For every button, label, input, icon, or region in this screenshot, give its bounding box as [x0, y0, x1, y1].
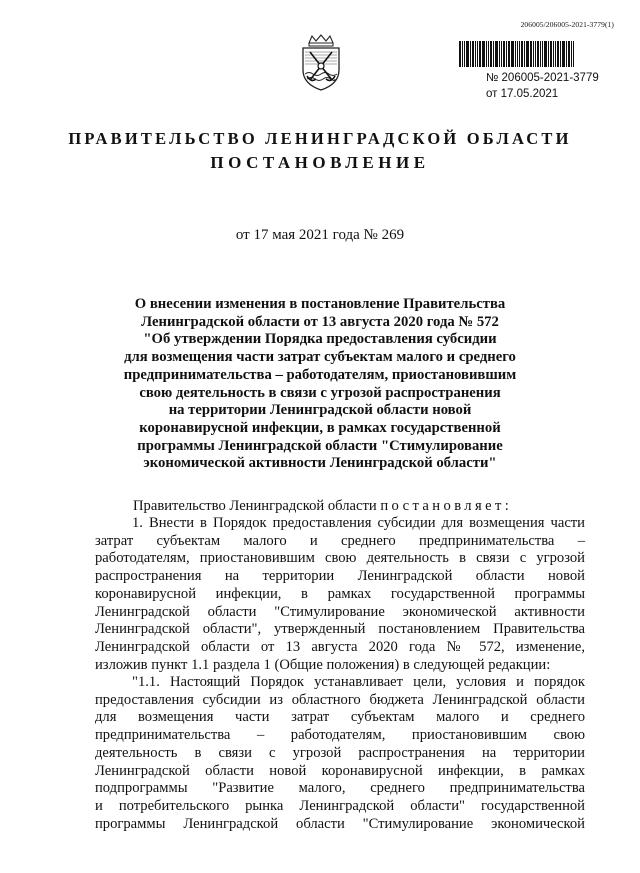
- item-1-paragraph: [95, 515, 585, 674]
- barcode-bar: [470, 41, 471, 67]
- barcode-bar: [508, 41, 510, 67]
- heading-line: программы Ленинградской области "Стимулирование: [137, 437, 503, 454]
- heading-line: Ленинградской области от 13 августа 2020 года № 572: [141, 313, 499, 330]
- barcode-bar: [521, 41, 523, 67]
- document-reference: 206005/206005-2021-3779(1): [520, 20, 614, 29]
- barcode-bar: [501, 41, 502, 67]
- barcode-bar: [499, 41, 500, 67]
- barcode-bar: [533, 41, 534, 67]
- intro-verb: постановляет:: [380, 498, 513, 514]
- barcode-bar: [464, 41, 465, 67]
- heading-line: О внесении изменения в постановление Правительства: [134, 296, 506, 312]
- intro-prefix: Правительство Ленинградской области: [133, 498, 377, 514]
- barcode-bar: [557, 41, 559, 67]
- paragraph-line: изложив пункт 1.1 раздела 1 (Общие положения) в следующей редакции:: [95, 656, 551, 673]
- barcode-bar: [550, 41, 552, 67]
- barcode-bar: [571, 41, 572, 67]
- barcode-bar: [526, 41, 529, 67]
- barcode-bar: [459, 41, 461, 67]
- barcode-bar: [503, 41, 505, 67]
- barcode-bar: [537, 41, 539, 67]
- paragraph-line: Ленинградской области", утвержденный постановлением Правительства: [95, 621, 585, 638]
- barcode-bar: [535, 41, 536, 67]
- paragraph-line: "1.1. Настоящий Порядок устанавливает цели, условия и порядок: [132, 674, 585, 690]
- barcode-bar: [573, 41, 574, 67]
- paragraph-line: 1. Внести в Порядок предоставления субсидии для возмещения части: [132, 515, 585, 531]
- paragraph-line: деятельность в связи с угрозой распространения на территории: [95, 744, 585, 761]
- barcode-bar: [506, 41, 507, 67]
- registration-number: № 206005-2021-3779: [486, 72, 599, 84]
- document-heading: [100, 296, 540, 473]
- resolution-intro: [133, 498, 512, 515]
- paragraph-line: коронавирусной инфекции, в рамках государственной программы: [95, 585, 585, 602]
- barcode-bar: [519, 41, 520, 67]
- paragraph-line: для возмещения части затрат субъектам малого и среднего: [95, 709, 585, 726]
- barcode-bar: [524, 41, 525, 67]
- paragraph-line: Ленинградской области новой коронавирусной инфекции, в рамках: [95, 762, 585, 779]
- emblem-icon: [297, 34, 345, 92]
- paragraph-line: предоставления субсидии из областного бюджета Ленинградской области: [95, 691, 585, 708]
- barcode-bar: [475, 41, 476, 67]
- heading-line: на территории Ленинградской области новой: [168, 402, 472, 419]
- barcode-bar: [555, 41, 556, 67]
- barcode-bar: [553, 41, 554, 67]
- barcode-bar: [560, 41, 561, 67]
- document-date: от 17 мая 2021 года № 269: [235, 227, 405, 243]
- heading-line: для возмещения части затрат субъектам малого и среднего: [124, 349, 516, 366]
- barcode-bar: [479, 41, 481, 67]
- barcode-bar: [495, 41, 498, 67]
- heading-line: коронавирусной инфекции, в рамках государственной: [139, 419, 501, 436]
- paragraph-line: затрат субъектам малого и среднего предпринимательства –: [95, 532, 585, 549]
- barcode-bar: [493, 41, 494, 67]
- heading-line: экономической активности Ленинградской области": [143, 455, 497, 472]
- barcode-bar: [566, 41, 567, 67]
- paragraph-line: и потребительского рынка Ленинградской области" государственной: [95, 797, 585, 814]
- barcode-bar: [462, 41, 463, 67]
- barcode-bar: [477, 41, 478, 67]
- barcode-bar: [515, 41, 516, 67]
- barcode-bar: [540, 41, 541, 67]
- paragraph-line: работодателям, приостановившим свою деятельность в связи с угрозой: [95, 550, 585, 567]
- paragraph-line: распространения на территории Ленинградской области новой: [95, 568, 585, 585]
- barcode-bar: [472, 41, 474, 67]
- registration-date: от 17.05.2021: [486, 88, 559, 100]
- paragraph-line: подпрограммы "Развитие малого, среднего предпринимательства: [95, 780, 585, 797]
- barcode-bar: [548, 41, 549, 67]
- barcode-bar: [542, 41, 543, 67]
- barcode-bar: [568, 41, 570, 67]
- barcode-bar: [530, 41, 532, 67]
- document-type: ПОСТАНОВЛЕНИЕ: [210, 153, 430, 172]
- heading-line: "Об утверждении Порядка предоставления субсидии: [143, 331, 497, 348]
- paragraph-line: Ленинградской области от 13 августа 2020 года № 572, изменение,: [95, 638, 585, 655]
- heading-line: свою деятельность в связи с угрозой распространения: [139, 384, 501, 401]
- barcode-bar: [490, 41, 492, 67]
- barcode-bar: [488, 41, 489, 67]
- government-title: ПРАВИТЕЛЬСТВО ЛЕНИНГРАДСКОЙ ОБЛАСТИ: [68, 129, 572, 148]
- paragraph-line: предпринимательства – работодателям, приостановившим свою: [95, 727, 585, 744]
- barcode-bar: [544, 41, 547, 67]
- paragraph-line: Ленинградской области "Стимулирование экономической активности: [95, 603, 585, 620]
- heading-line: предпринимательства – работодателям, приостановившим: [123, 366, 517, 383]
- barcode-bar: [466, 41, 469, 67]
- quoted-amendment: [95, 674, 585, 833]
- barcode-bar: [511, 41, 514, 67]
- barcode-bar: [482, 41, 485, 67]
- paragraph-line: программы Ленинградской области "Стимулирование экономической: [95, 815, 585, 832]
- barcode-bar: [486, 41, 487, 67]
- barcode-bar: [517, 41, 518, 67]
- barcode-bar: [562, 41, 565, 67]
- barcode: [459, 41, 584, 67]
